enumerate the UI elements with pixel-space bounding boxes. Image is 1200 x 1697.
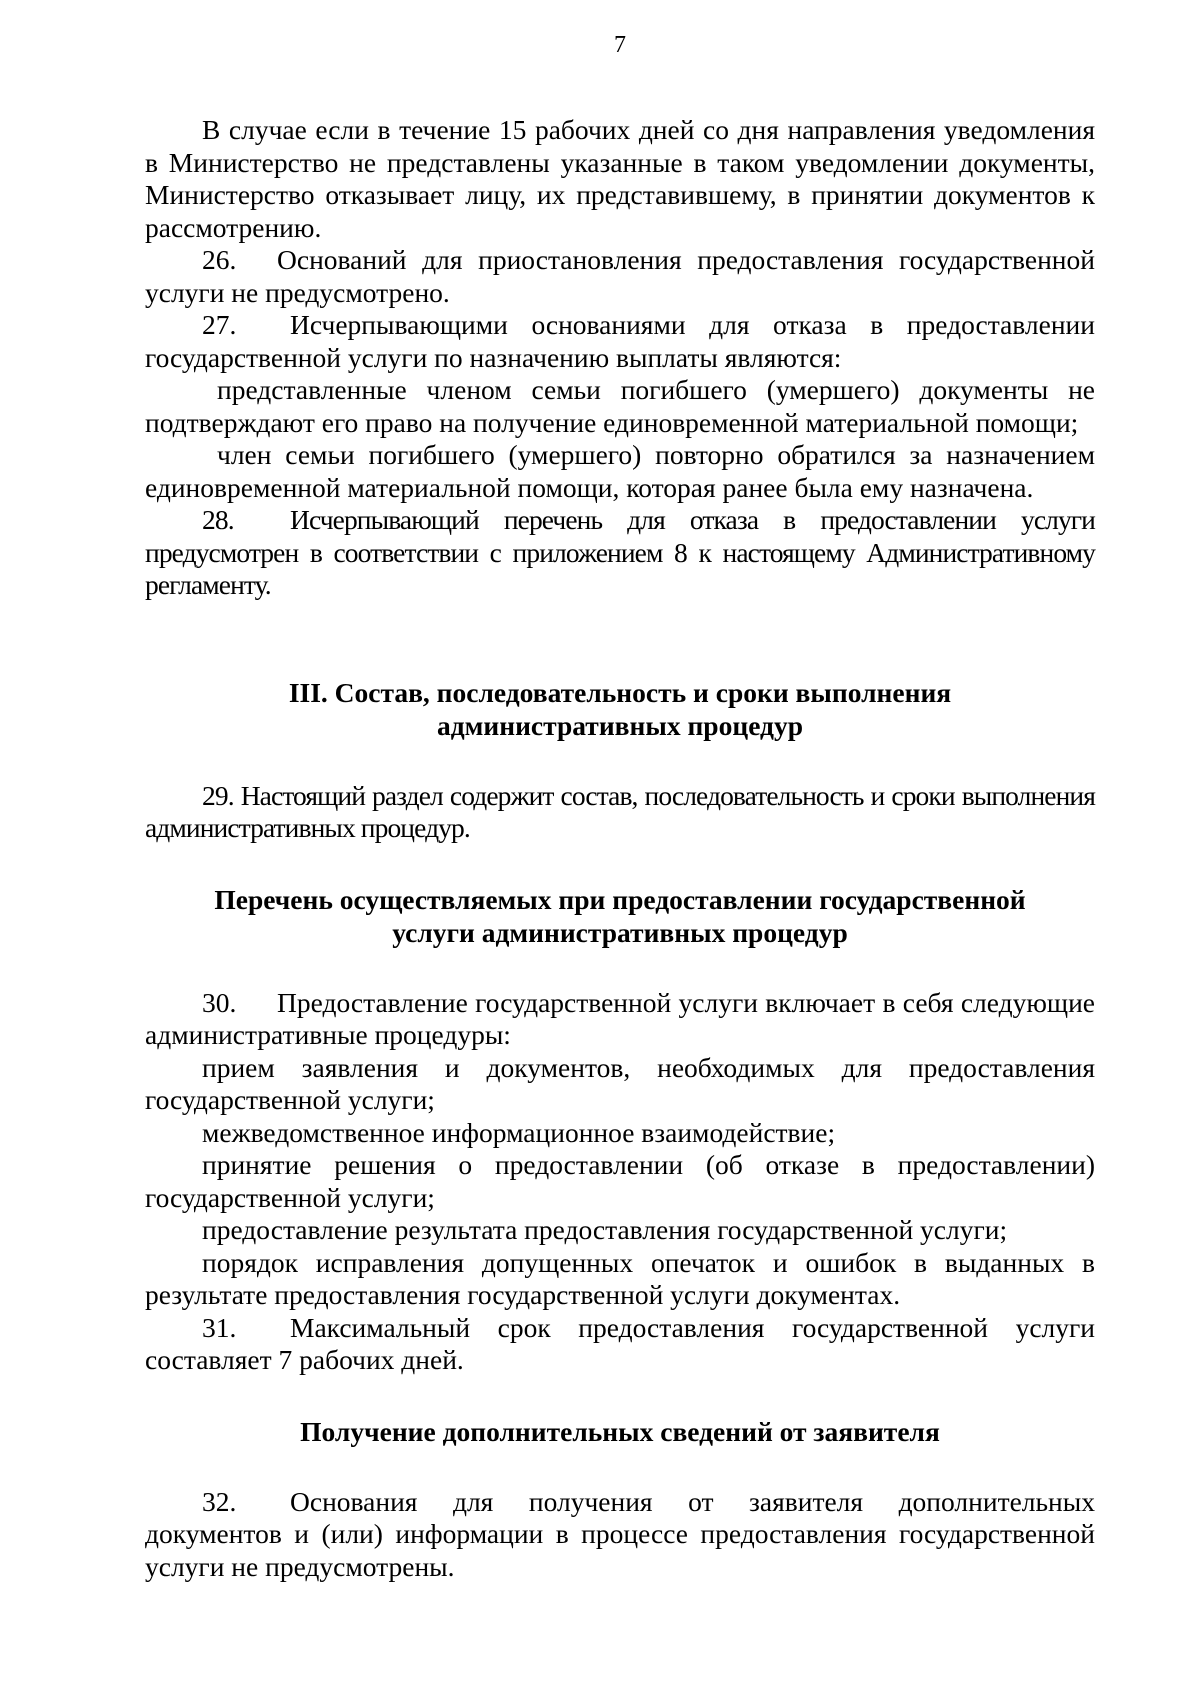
item-32 <box>145 1486 1095 1584</box>
page-number: 7 <box>614 32 626 58</box>
procedure-list-item: порядок исправления допущенных опечаток и ошибок в выданных в результате предоставления государственной услуги документах. <box>145 1246 1095 1310</box>
document-body <box>145 114 1095 1583</box>
item-26 <box>145 244 1095 309</box>
spacer <box>145 602 1095 676</box>
additional-info-heading <box>145 1415 1095 1448</box>
procedure-list-item: предоставление результата предоставления государственной услуги; <box>202 1214 1008 1245</box>
item-28-number: 28. <box>202 504 234 535</box>
item-30 <box>145 987 1095 1052</box>
item-27 <box>145 309 1095 374</box>
spacer <box>145 742 1095 780</box>
additional-info-heading-line-1: Получение дополнительных сведений от заявителя <box>300 1415 940 1447</box>
section-3-heading-line-2: административных процедур <box>437 709 803 741</box>
item-26-text: Оснований для приостановления предоставления государственной услуги не предусмотрено. <box>145 244 1095 308</box>
item-27-text: Исчерпывающими основаниями для отказа в предоставлении государственной услуги по назначению выплаты являются: <box>145 309 1095 373</box>
spacer <box>145 845 1095 883</box>
paragraph-notification-deadline: В случае если в течение 15 рабочих дней со дня направления уведомления в Министерство не представлены указанные в таком уведомлении документы, Министерство отказывает лицу, их представившему, в принятии документов к рассмотрению. <box>145 114 1095 243</box>
item-31-text: Максимальный срок предоставления государственной услуги составляет 7 рабочих дней. <box>145 1311 1095 1375</box>
item-26-number: 26. <box>202 244 237 275</box>
item-30-number: 30. <box>202 986 237 1018</box>
procedures-list-heading <box>145 883 1095 949</box>
procedure-list-item: принятие решения о предоставлении (об отказе в предоставлении) государственной услуги; <box>145 1149 1095 1213</box>
item-27-number: 27. <box>202 309 237 340</box>
spacer <box>145 1448 1095 1486</box>
procedures-list-heading-line-1: Перечень осуществляемых при предоставлении государственной <box>214 883 1026 915</box>
item-30-text: Предоставление государственной услуги включает в себя следующие административные процедуры: <box>145 986 1095 1050</box>
procedure-list-item: межведомственное информационное взаимодействие; <box>202 1116 836 1148</box>
item-31 <box>145 1312 1095 1377</box>
item-28-text: Исчерпывающий перечень для отказа в предоставлении услуги предусмотрен в соответствии с приложением 8 к настоящему Административному регламенту. <box>145 504 1095 600</box>
procedures-list-heading-line-2: услуги административных процедур <box>392 916 848 948</box>
spacer <box>145 949 1095 987</box>
item-28 <box>145 504 1095 602</box>
procedure-list-item: прием заявления и документов, необходимых для предоставления государственной услуги; <box>145 1051 1095 1115</box>
item-32-text: Основания для получения от заявителя дополнительных документов и (или) информации в процессе предоставления государственной услуги не предусмотрены. <box>145 1485 1095 1582</box>
section-3-heading-line-1: III. Состав, последовательность и сроки выполнения <box>288 676 952 708</box>
item-29: 29. Настоящий раздел содержит состав, последовательность и сроки выполнения административных процедур. <box>145 779 1095 843</box>
item-27-ground-1: представленные членом семьи погибшего (умершего) документы не подтверждают его право на получение единовременной материальной помощи; <box>145 374 1095 438</box>
section-3-heading <box>145 676 1095 742</box>
item-32-number: 32. <box>202 1485 237 1517</box>
item-27-ground-2: член семьи погибшего (умершего) повторно обратился за назначением единовременной материальной помощи, которая ранее была ему назначена. <box>145 439 1095 503</box>
item-31-number: 31. <box>202 1311 237 1343</box>
spacer <box>145 1377 1095 1415</box>
